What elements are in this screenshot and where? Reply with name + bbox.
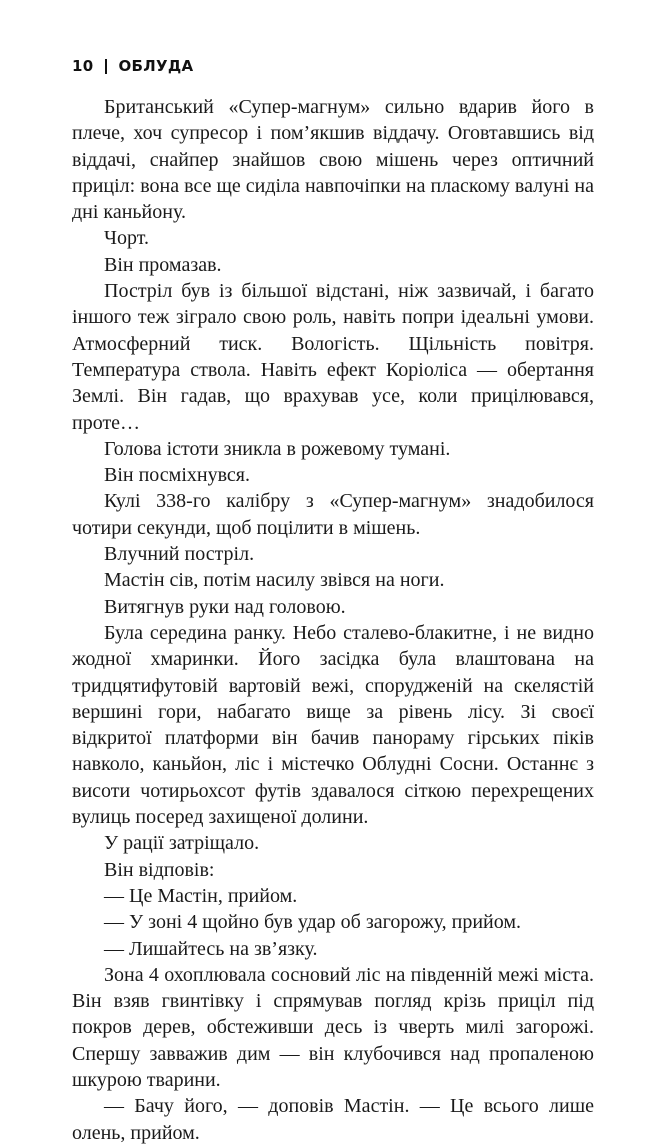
dialogue-line: — Лишайтесь на зв’язку. <box>104 937 318 960</box>
paragraph: Він відповів: <box>104 858 215 881</box>
paragraph: Він промазав. <box>104 253 222 276</box>
paragraph: Зона 4 охоплювала сосновий ліс на південній межі міста. Він взяв гвинтівку і спрямував погляд крізь приціл під покров дерев, обстеживши десь із чверть милі загорожі. Спершу завважив дим — він клубочився над пропаленою шкурою тварини. <box>72 963 594 1091</box>
paragraph: Була середина ранку. Небо сталево-блакитне, і не видно жодної хмаринки. Його засідка була влаштована на тридцятифутовій вартовій вежі, спорудженій на скелястій вершині гори, набагато вище за рівень лісу. Зі своєї відкритої платформи він бачив панораму гірських піків навколо, каньйон, ліс і містечко Облудні Сосни. Останнє з висоти чотирьохсот футів здавалося сіткою перехрещених вулиць посеред захищеної долини. <box>72 621 594 829</box>
paragraph: Мастін сів, потім насилу звівся на ноги. <box>104 569 445 592</box>
paragraph: Голова істоти зникла в рожевому тумані. <box>104 437 451 460</box>
dialogue-line: — Бачу його, — доповів Мастін. — Це всього лише олень, прийом. <box>72 1095 594 1144</box>
paragraph: Влучний постріл. <box>104 543 255 566</box>
paragraph: Він посміхнувся. <box>104 464 250 487</box>
header-separator <box>105 59 107 74</box>
page-number: 10 <box>72 57 94 75</box>
paragraph: Витягнув руки над головою. <box>104 595 346 618</box>
paragraph: Британський «Супер-магнум» сильно вдарив його в плече, хоч супресор і пом’якшив віддачу. Оговтавшись від віддачі, снайпер знайшов свою мішень через оптичний приціл: вона все ще сиділа навпочіпки на пласкому валуні на дні каньйону. <box>72 96 594 224</box>
running-head <box>72 56 193 76</box>
paragraph: Кулі 338-го калібру з «Супер-магнум» знадобилося чотири секунди, щоб поцілити в мішень. <box>72 490 594 539</box>
body-text <box>72 94 594 1146</box>
paragraph: У рації затріщало. <box>104 832 260 855</box>
paragraph: Чорт. <box>104 227 149 250</box>
dialogue-line: — У зоні 4 щойно був удар об загорожу, прийом. <box>104 911 522 934</box>
paragraph: Постріл був із більшої відстані, ніж зазвичай, і багато іншого теж зіграло свою роль, навіть попри ідеальні умови. Атмосферний тиск. Вологість. Щільність повітря. Температура ствола. Навіть ефект Коріоліса — обертання Землі. Він гадав, що врахував усе, коли прицілювався, проте… <box>72 280 594 434</box>
book-title: ОБЛУДА <box>118 57 194 75</box>
dialogue-line: — Це Мастін, прийом. <box>104 884 298 907</box>
